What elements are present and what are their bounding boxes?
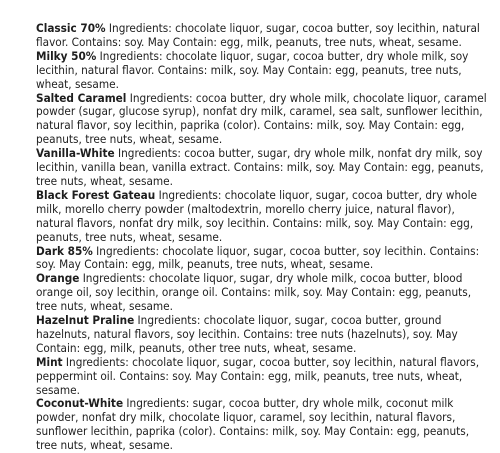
product-name: Black Forest Gateau [36, 187, 156, 202]
entry-mint [36, 356, 488, 398]
ingredients-text: Ingredients: chocolate liquor, sugar, cocoa butter, dry whole milk, soy lecithin, natural flavor. Contains: milk, soy. May Contain: egg, peanuts, tree nuts, wheat, sesame. [36, 48, 469, 91]
ingredients-text: Ingredients: chocolate liquor, sugar, dry whole milk, cocoa butter, blood orange oil, soy lecithin, orange oil. Contains: milk, soy. May Contain: egg, peanuts, tree nuts, wheat, sesame. [36, 271, 472, 314]
entry-black-forest-gateau [36, 189, 488, 245]
ingredients-text: Ingredients: chocolate liquor, sugar, cocoa butter, soy lecithin, natural flavor. Contains: soy. May Contain: egg, milk, peanuts, tree nuts, wheat, sesame. [36, 21, 480, 49]
entry-orange [36, 272, 488, 314]
entry-dark-85 [36, 245, 488, 273]
entry-classic-70 [36, 22, 488, 50]
ingredients-text: Ingredients: chocolate liquor, sugar, cocoa butter, dry whole milk, morello cherry powder (maltodextrin, morello cherry juice, natural flavor), natural flavors, nonfat dry milk, soy lecithin. Contains: milk, soy. May Contain: egg, peanuts, tree nuts, wheat, sesame. [36, 187, 477, 244]
product-name: Dark 85% [36, 243, 93, 258]
entry-salted-caramel [36, 92, 488, 148]
entry-hazelnut-praline [36, 314, 488, 356]
ingredients-text: Ingredients: cocoa butter, dry whole milk, chocolate liquor, caramel powder (sugar, glucose syrup), nonfat dry milk, caramel, sea salt, sunflower lecithin, natural flavor, soy lecithin, paprika (color). Contains: milk, soy. May Contain: egg, peanuts, tree nuts, wheat, sesame. [36, 90, 487, 147]
ingredients-text: Ingredients: sugar, cocoa butter, dry whole milk, coconut milk powder, nonfat dry milk, chocolate liquor, caramel, soy lecithin, natural flavors, sunflower lecithin, paprika (color). Contains: milk, soy. May Contain: egg, peanuts, tree nuts, wheat, sesame. [36, 396, 470, 453]
product-name: Mint [36, 354, 63, 369]
ingredients-text: Ingredients: chocolate liquor, sugar, cocoa butter, soy lecithin. Contains: soy. May Contain: egg, milk, peanuts, tree nuts, wheat, sesame. [36, 243, 480, 272]
product-name: Vanilla-White [36, 146, 115, 161]
product-name: Milky 50% [36, 48, 97, 63]
product-name: Coconut-White [36, 396, 124, 411]
product-name: Classic 70% [36, 21, 106, 35]
ingredients-text: Ingredients: cocoa butter, sugar, dry whole milk, nonfat dry milk, soy lecithin, vanilla bean, vanilla extract. Contains: milk, soy. May Contain: egg, peanuts, tree nuts, wheat, sesame. [36, 146, 484, 188]
entry-milky-50 [36, 50, 488, 92]
product-name: Hazelnut Praline [36, 313, 135, 328]
ingredients-text: Ingredients: chocolate liquor, sugar, cocoa butter, ground hazelnuts, natural flavors, soy lecithin. Contains: tree nuts (hazelnuts), soy. May Contain: egg, milk, peanuts, other tree nuts, wheat, sesame. [36, 313, 458, 355]
product-name: Orange [36, 271, 80, 286]
product-name: Salted Caramel [36, 90, 127, 105]
entry-coconut-white [36, 397, 488, 453]
entry-vanilla-white [36, 147, 488, 189]
ingredients-text: Ingredients: chocolate liquor, sugar, cocoa butter, soy lecithin, natural flavors, peppermint oil. Contains: soy. May Contain: egg, milk, peanuts, tree nuts, wheat, sesame. [36, 354, 480, 397]
